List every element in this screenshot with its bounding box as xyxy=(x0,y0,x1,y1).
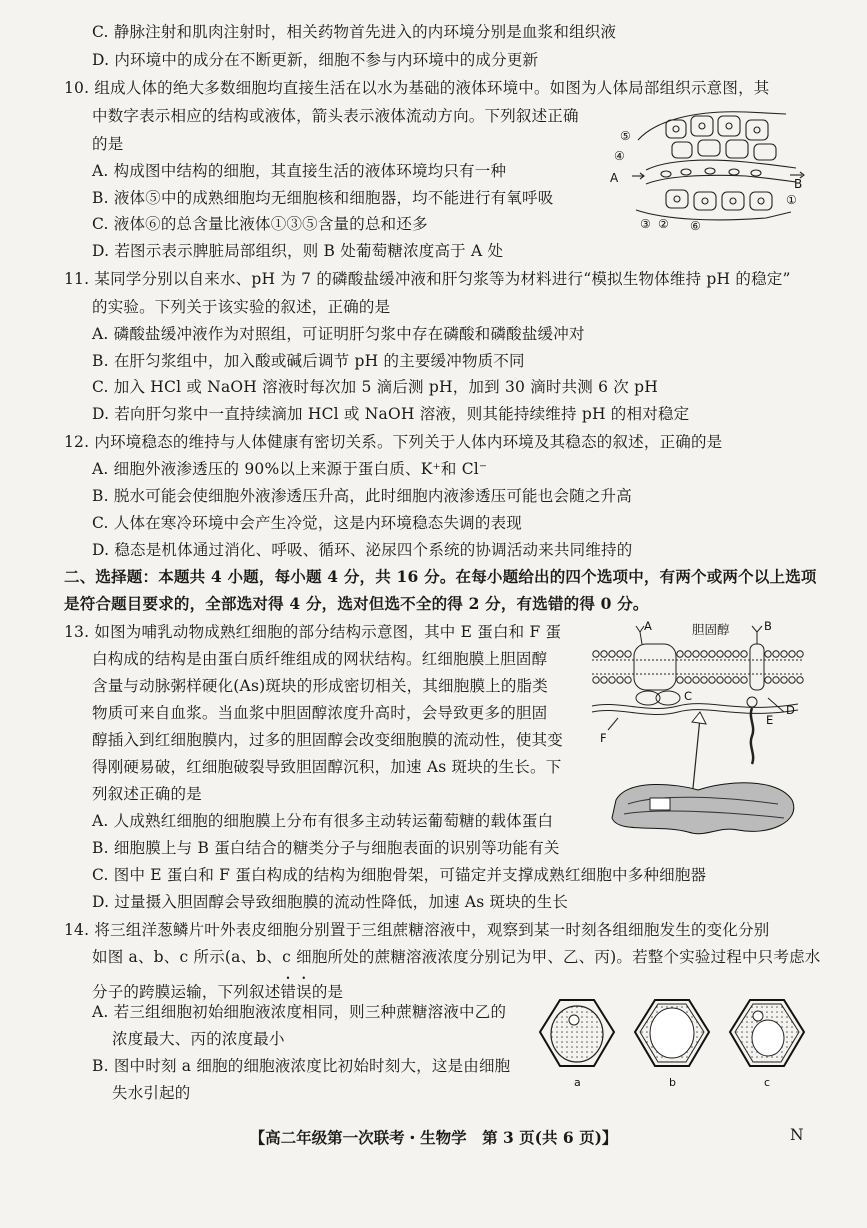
q10-stem-line2: 中数字表示相应的结构或液体，箭头表示液体流动方向。下列叙述正确 xyxy=(92,107,579,125)
q14-option-b-line1: B. 图中时刻 a 细胞的细胞液浓度比初始时刻大，这是由细胞 xyxy=(92,1057,511,1075)
cell-c xyxy=(730,1000,804,1066)
q13-label-d: D xyxy=(786,703,795,717)
onion-cells-diagram xyxy=(530,990,815,1090)
q14-cells-figure xyxy=(530,990,815,1090)
q13-option-c: C. 图中 E 蛋白和 F 蛋白构成的结构为细胞骨架，可锚定并支撑成熟红细胞中多种细胞器 xyxy=(92,866,707,884)
q14-stem-line3 xyxy=(92,974,343,1002)
q14-stem-line2: 如图 a、b、c 所示(a、b、c 细胞所处的蔗糖溶液浓度分别记为甲、乙、丙)。若整个实验过程中只考虑水 xyxy=(92,948,821,966)
section2-header-line2: 是符合题目要求的，全部选对得 4 分，选对但选不全的得 2 分，有选错的得 0 分。 xyxy=(64,594,649,613)
q10-label-a: A xyxy=(610,171,619,185)
section2-header-line1: 二、选择题：本题共 4 小题，每小题 4 分，共 16 分。在每小题给出的四个选项中，有两个或两个以上选项 xyxy=(64,567,817,586)
q13-stem-line1: 13. 如图为哺乳动物成熟红细胞的部分结构示意图，其中 E 蛋白和 F 蛋 xyxy=(64,623,562,641)
q10-label-3: ③ xyxy=(640,217,651,231)
q13-label-a: A xyxy=(644,619,652,633)
q10-label-4: ④ xyxy=(614,149,625,163)
q14-option-b-line2: 失水引起的 xyxy=(112,1084,191,1102)
q10-label-b: B xyxy=(794,177,803,191)
q13-label-c: C xyxy=(684,689,693,703)
q13-stem-line5: 醇插入到红细胞膜内，过多的胆固醇会改变细胞膜的流动性，使其变 xyxy=(92,731,564,749)
q10-label-6: ⑥ xyxy=(690,219,701,233)
q14-label-a: a xyxy=(574,1076,581,1089)
q11-stem-line2: 的实验。下列关于该实验的叙述，正确的是 xyxy=(92,298,391,316)
q13-stem-line3: 含量与动脉粥样硬化(As)斑块的形成密切相关，其细胞膜上的脂类 xyxy=(92,677,548,695)
q14-stem-line3-part2: 的是 xyxy=(311,983,344,1001)
q11-option-c: C. 加入 HCl 或 NaOH 溶液时每次加 5 滴后测 pH，加到 30 滴时共测 6 次 pH xyxy=(92,378,658,396)
q10-option-b: B. 液体⑤中的成熟细胞均无细胞核和细胞器，均不能进行有氧呼吸 xyxy=(92,189,554,207)
q11-option-d: D. 若向肝匀浆中一直持续滴加 HCl 或 NaOH 溶液，则其能持续维持 pH 的相对稳定 xyxy=(92,405,690,423)
q10-option-d: D. 若图示表示脾脏局部组织，则 B 处葡萄糖浓度高于 A 处 xyxy=(92,242,504,260)
q11-stem-line1: 11. 某同学分别以自来水、pH 为 7 的磷酸盐缓冲液和肝匀浆等为材料进行“模拟生物体维持 pH 的稳定” xyxy=(64,270,791,288)
cell-b xyxy=(635,1000,709,1066)
q13-stem-line7: 列叙述正确的是 xyxy=(92,785,202,803)
tissue-diagram xyxy=(606,100,806,235)
q9-option-d: D. 内环境中的成分在不断更新，细胞不参与内环境中的成分更新 xyxy=(92,51,539,69)
q11-option-b: B. 在肝匀浆组中，加入酸或碱后调节 pH 的主要缓冲物质不同 xyxy=(92,352,525,370)
page-footer: 【高二年级第一次联考・生物学 第 3 页(共 6 页)】 xyxy=(249,1128,618,1147)
q10-tissue-figure xyxy=(606,100,806,235)
q13-stem-line4: 物质可来自血浆。当血浆中胆固醇浓度升高时，会导致更多的胆固 xyxy=(92,704,548,722)
q14-option-a-line1: A. 若三组细胞初始细胞液浓度相同，则三种蔗糖溶液中乙的 xyxy=(92,1003,507,1021)
q14-stem-emphasis: 错误 xyxy=(280,983,312,1001)
q14-label-c: c xyxy=(764,1076,771,1089)
cell-a xyxy=(540,1000,614,1066)
q13-option-d: D. 过量摄入胆固醇会导致细胞膜的流动性降低，加速 As 斑块的生长 xyxy=(92,893,569,911)
q10-label-5: ⑤ xyxy=(620,129,631,143)
q13-label-f: F xyxy=(600,731,607,745)
q12-option-a: A. 细胞外液渗透压的 90%以上来源于蛋白质、K⁺和 Cl⁻ xyxy=(92,460,488,478)
q13-stem-line2: 白构成的结构是由蛋白质纤维组成的网状结构。红细胞膜上胆固醇 xyxy=(92,650,548,668)
q13-stem-line6: 得刚硬易破，红细胞破裂导致胆固醇沉积，加速 As 斑块的生长。下 xyxy=(92,758,562,776)
q13-membrane-figure xyxy=(588,618,810,858)
q13-option-a: A. 人成熟红细胞的细胞膜上分布有很多主动转运葡萄糖的载体蛋白 xyxy=(92,812,554,830)
rbc-membrane-diagram xyxy=(588,618,810,858)
q9-option-c: C. 静脉注射和肌肉注射时，相关药物首先进入的内环境分别是血浆和组织液 xyxy=(92,23,617,41)
q10-option-c: C. 液体⑥的总含量比液体①③⑤含量的总和还多 xyxy=(92,215,428,233)
q10-stem-line1: 10. 组成人体的绝大多数细胞均直接生活在以水为基础的液体环境中。如图为人体局部组织示意图，其 xyxy=(64,79,770,97)
q14-stem-line1: 14. 将三组洋葱鳞片叶外表皮细胞分别置于三组蔗糖溶液中，观察到某一时刻各组细胞发生的变化分别 xyxy=(64,921,770,939)
q13-label-b: B xyxy=(764,619,772,633)
q14-option-a-line2: 浓度最大、丙的浓度最小 xyxy=(112,1030,285,1048)
q12-option-b: B. 脱水可能会使细胞外液渗透压升高，此时细胞内液渗透压可能也会随之升高 xyxy=(92,487,632,505)
q13-label-cholesterol: 胆固醇 xyxy=(692,622,730,637)
q13-label-e: E xyxy=(766,713,774,727)
q10-stem-line3: 的是 xyxy=(92,135,124,153)
page-footer-mark: N xyxy=(790,1126,804,1144)
q14-stem-line3-part1: 分子的跨膜运输，下列叙述 xyxy=(92,983,281,1001)
q12-option-d: D. 稳态是机体通过消化、呼吸、循环、泌尿四个系统的协调活动来共同维持的 xyxy=(92,541,633,559)
q12-option-c: C. 人体在寒冷环境中会产生冷觉，这是内环境稳态失调的表现 xyxy=(92,514,522,532)
q10-label-2: ② xyxy=(658,217,669,231)
q11-option-a: A. 磷酸盐缓冲液作为对照组，可证明肝匀浆中存在磷酸和磷酸盐缓冲对 xyxy=(92,325,585,343)
q10-option-a: A. 构成图中结构的细胞，其直接生活的液体环境均只有一种 xyxy=(92,162,507,180)
q14-label-b: b xyxy=(669,1076,676,1089)
q13-option-b: B. 细胞膜上与 B 蛋白结合的糖类分子与细胞表面的识别等功能有关 xyxy=(92,839,560,857)
q10-label-1: ① xyxy=(786,193,797,207)
q12-stem: 12. 内环境稳态的维持与人体健康有密切关系。下列关于人体内环境及其稳态的叙述，正确的是 xyxy=(64,433,723,451)
